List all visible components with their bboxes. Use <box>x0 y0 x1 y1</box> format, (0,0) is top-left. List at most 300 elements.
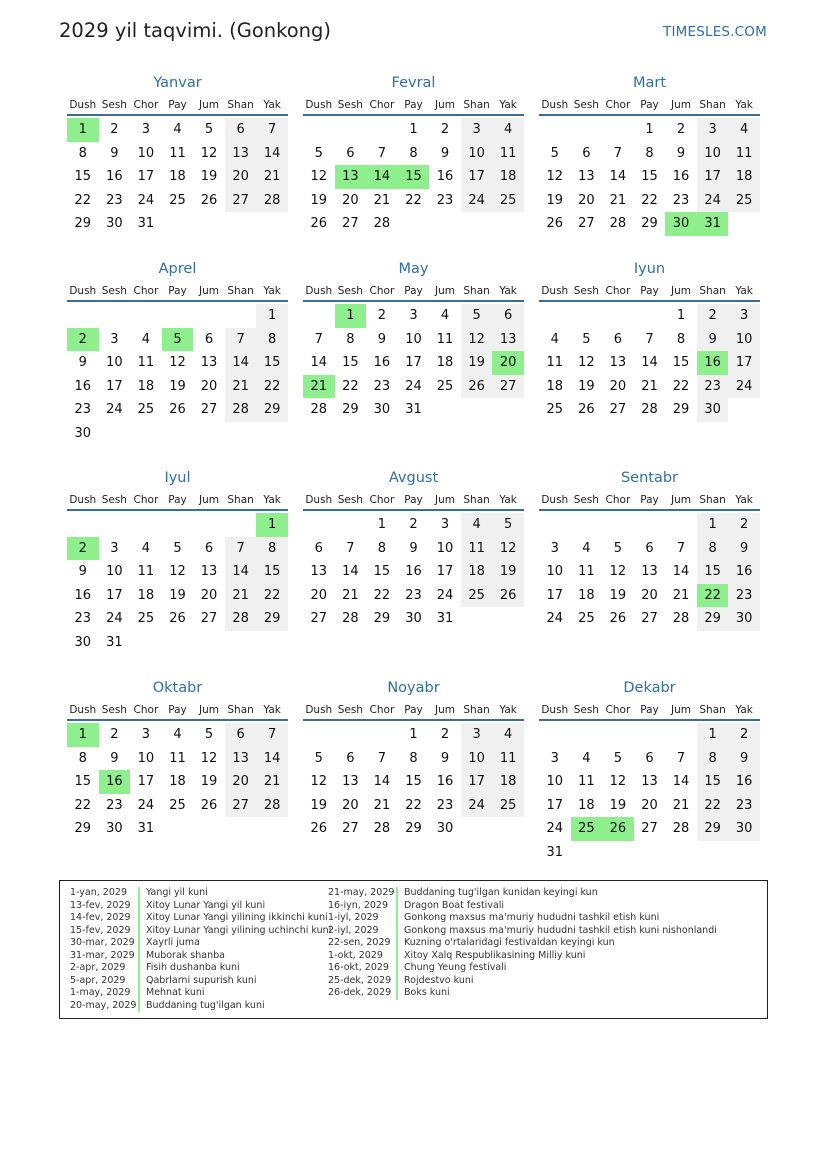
holiday-day-cell[interactable]: 2 <box>67 328 99 352</box>
day-cell[interactable]: 14 <box>225 351 257 375</box>
holiday-day-cell[interactable]: 20 <box>492 351 524 375</box>
day-cell[interactable]: 14 <box>672 564 690 579</box>
day-cell[interactable]: 24 <box>697 189 729 213</box>
day-cell[interactable]: 6 <box>492 304 524 328</box>
day-cell[interactable]: 18 <box>137 378 155 394</box>
day-cell[interactable]: 27 <box>225 794 257 818</box>
day-cell[interactable]: 9 <box>728 747 760 771</box>
day-cell[interactable]: 6 <box>582 145 591 161</box>
day-cell[interactable]: 1 <box>645 122 654 137</box>
day-cell[interactable]: 12 <box>546 169 564 184</box>
day-cell[interactable]: 26 <box>461 375 493 399</box>
day-cell[interactable]: 14 <box>256 747 288 771</box>
day-cell[interactable]: 15 <box>74 169 92 184</box>
day-cell[interactable]: 13 <box>200 564 218 579</box>
day-cell[interactable]: 7 <box>256 118 288 142</box>
day-cell[interactable]: 2 <box>728 513 760 537</box>
day-cell[interactable]: 2 <box>676 122 686 137</box>
day-cell[interactable]: 5 <box>461 304 493 328</box>
day-cell[interactable]: 2 <box>377 308 387 323</box>
day-cell[interactable]: 6 <box>346 750 355 766</box>
day-cell[interactable]: 10 <box>546 564 564 579</box>
day-cell[interactable]: 12 <box>169 564 186 579</box>
holiday-day-cell[interactable]: 1 <box>67 118 99 142</box>
day-cell[interactable]: 4 <box>582 750 591 766</box>
day-cell[interactable]: 24 <box>106 611 123 626</box>
day-cell[interactable]: 18 <box>728 165 760 189</box>
holiday-day-cell[interactable]: 22 <box>697 584 729 608</box>
day-cell[interactable]: 8 <box>409 145 418 161</box>
day-cell[interactable]: 7 <box>377 145 387 161</box>
day-cell[interactable]: 1 <box>697 723 729 747</box>
day-cell[interactable]: 10 <box>461 142 493 166</box>
day-cell[interactable]: 18 <box>461 560 493 584</box>
day-cell[interactable]: 12 <box>310 774 328 789</box>
day-cell[interactable]: 25 <box>578 611 595 626</box>
holiday-day-cell[interactable]: 21 <box>303 375 335 399</box>
day-cell[interactable]: 27 <box>641 821 658 836</box>
day-cell[interactable]: 21 <box>342 587 359 603</box>
day-cell[interactable]: 28 <box>609 216 627 231</box>
day-cell[interactable]: 25 <box>492 794 524 818</box>
day-cell[interactable]: 13 <box>225 142 257 166</box>
day-cell[interactable]: 14 <box>373 774 391 789</box>
day-cell[interactable]: 2 <box>409 517 418 532</box>
day-cell[interactable]: 21 <box>672 797 690 813</box>
brand-logo[interactable]: TIMESLES.COM <box>663 24 767 40</box>
holiday-day-cell[interactable]: 25 <box>571 817 603 841</box>
day-cell[interactable]: 29 <box>74 216 92 231</box>
day-cell[interactable]: 30 <box>106 216 123 231</box>
day-cell[interactable]: 11 <box>728 142 760 166</box>
day-cell[interactable]: 25 <box>492 189 524 213</box>
day-cell[interactable]: 7 <box>314 331 323 347</box>
day-cell[interactable]: 15 <box>641 169 658 184</box>
day-cell[interactable]: 21 <box>256 165 288 189</box>
day-cell[interactable]: 19 <box>609 797 627 813</box>
day-cell[interactable]: 22 <box>641 192 658 208</box>
day-cell[interactable]: 16 <box>405 564 422 579</box>
day-cell[interactable]: 4 <box>141 331 151 347</box>
day-cell[interactable]: 8 <box>256 328 288 352</box>
day-cell[interactable]: 20 <box>342 797 359 813</box>
day-cell[interactable]: 23 <box>74 611 92 626</box>
day-cell[interactable]: 25 <box>137 402 155 417</box>
day-cell[interactable]: 28 <box>256 794 288 818</box>
day-cell[interactable]: 9 <box>78 564 87 579</box>
day-cell[interactable]: 26 <box>310 821 328 836</box>
day-cell[interactable]: 10 <box>461 747 493 771</box>
day-cell[interactable]: 29 <box>697 817 729 841</box>
day-cell[interactable]: 5 <box>613 540 623 556</box>
day-cell[interactable]: 15 <box>697 770 729 794</box>
day-cell[interactable]: 13 <box>225 747 257 771</box>
day-cell[interactable]: 23 <box>672 192 690 208</box>
day-cell[interactable]: 24 <box>137 797 155 813</box>
day-cell[interactable]: 23 <box>74 402 92 417</box>
day-cell[interactable]: 20 <box>200 378 218 394</box>
day-cell[interactable]: 28 <box>310 402 328 417</box>
day-cell[interactable]: 20 <box>310 587 328 603</box>
day-cell[interactable]: 7 <box>225 328 257 352</box>
day-cell[interactable]: 17 <box>137 169 155 184</box>
day-cell[interactable]: 26 <box>169 611 186 626</box>
day-cell[interactable]: 14 <box>672 774 690 789</box>
day-cell[interactable]: 30 <box>405 611 422 626</box>
day-cell[interactable]: 1 <box>409 122 418 137</box>
day-cell[interactable]: 28 <box>672 821 690 836</box>
day-cell[interactable]: 30 <box>106 821 123 836</box>
day-cell[interactable]: 18 <box>137 587 155 603</box>
day-cell[interactable]: 13 <box>578 169 595 184</box>
day-cell[interactable]: 3 <box>409 308 418 323</box>
day-cell[interactable]: 4 <box>550 331 559 347</box>
day-cell[interactable]: 1 <box>409 727 418 742</box>
day-cell[interactable]: 23 <box>697 375 729 399</box>
holiday-day-cell[interactable]: 16 <box>99 770 131 794</box>
day-cell[interactable]: 22 <box>74 192 92 208</box>
day-cell[interactable]: 11 <box>461 537 493 561</box>
day-cell[interactable]: 11 <box>546 355 564 370</box>
day-cell[interactable]: 11 <box>578 564 595 579</box>
day-cell[interactable]: 4 <box>141 540 151 556</box>
day-cell[interactable]: 26 <box>546 216 564 231</box>
day-cell[interactable]: 30 <box>728 817 760 841</box>
day-cell[interactable]: 8 <box>676 331 686 347</box>
day-cell[interactable]: 8 <box>409 750 418 766</box>
day-cell[interactable]: 25 <box>728 189 760 213</box>
day-cell[interactable]: 19 <box>200 774 218 789</box>
day-cell[interactable]: 12 <box>492 537 524 561</box>
day-cell[interactable]: 22 <box>405 797 422 813</box>
day-cell[interactable]: 29 <box>697 607 729 631</box>
day-cell[interactable]: 19 <box>169 378 186 394</box>
day-cell[interactable]: 30 <box>373 402 391 417</box>
day-cell[interactable]: 23 <box>436 797 454 813</box>
day-cell[interactable]: 21 <box>641 378 658 394</box>
day-cell[interactable]: 9 <box>728 537 760 561</box>
day-cell[interactable]: 13 <box>342 774 359 789</box>
day-cell[interactable]: 24 <box>405 378 422 394</box>
day-cell[interactable]: 2 <box>440 727 450 742</box>
day-cell[interactable]: 8 <box>377 540 387 556</box>
day-cell[interactable]: 22 <box>74 797 92 813</box>
day-cell[interactable]: 30 <box>697 398 729 422</box>
day-cell[interactable]: 19 <box>169 587 186 603</box>
day-cell[interactable]: 15 <box>405 774 422 789</box>
day-cell[interactable]: 3 <box>110 540 119 556</box>
day-cell[interactable]: 12 <box>200 145 218 161</box>
day-cell[interactable]: 29 <box>256 398 288 422</box>
day-cell[interactable]: 21 <box>672 587 690 603</box>
day-cell[interactable]: 11 <box>578 774 595 789</box>
day-cell[interactable]: 25 <box>169 192 186 208</box>
day-cell[interactable]: 21 <box>256 770 288 794</box>
day-cell[interactable]: 8 <box>256 537 288 561</box>
day-cell[interactable]: 14 <box>342 564 359 579</box>
day-cell[interactable]: 3 <box>461 723 493 747</box>
day-cell[interactable]: 3 <box>461 118 493 142</box>
day-cell[interactable]: 9 <box>440 145 450 161</box>
day-cell[interactable]: 5 <box>492 513 524 537</box>
day-cell[interactable]: 9 <box>377 331 387 347</box>
day-cell[interactable]: 26 <box>200 797 218 813</box>
day-cell[interactable]: 10 <box>436 540 454 556</box>
day-cell[interactable]: 15 <box>672 355 690 370</box>
day-cell[interactable]: 4 <box>492 723 524 747</box>
day-cell[interactable]: 12 <box>578 355 595 370</box>
day-cell[interactable]: 19 <box>492 560 524 584</box>
day-cell[interactable]: 16 <box>728 560 760 584</box>
day-cell[interactable]: 5 <box>314 145 323 161</box>
day-cell[interactable]: 28 <box>641 402 658 417</box>
day-cell[interactable]: 20 <box>609 378 627 394</box>
day-cell[interactable]: 3 <box>728 304 760 328</box>
day-cell[interactable]: 4 <box>173 727 182 742</box>
day-cell[interactable]: 7 <box>225 537 257 561</box>
day-cell[interactable]: 24 <box>461 189 493 213</box>
day-cell[interactable]: 3 <box>110 331 119 347</box>
day-cell[interactable]: 24 <box>436 587 454 603</box>
day-cell[interactable]: 30 <box>436 821 454 836</box>
day-cell[interactable]: 15 <box>697 560 729 584</box>
day-cell[interactable]: 9 <box>78 355 87 370</box>
day-cell[interactable]: 20 <box>641 797 658 813</box>
holiday-day-cell[interactable]: 15 <box>398 165 430 189</box>
day-cell[interactable]: 7 <box>676 750 686 766</box>
day-cell[interactable]: 2 <box>440 122 450 137</box>
day-cell[interactable]: 11 <box>137 564 155 579</box>
day-cell[interactable]: 27 <box>310 611 328 626</box>
day-cell[interactable]: 12 <box>609 564 627 579</box>
day-cell[interactable]: 17 <box>137 774 155 789</box>
day-cell[interactable]: 24 <box>137 192 155 208</box>
day-cell[interactable]: 31 <box>137 216 155 231</box>
day-cell[interactable]: 16 <box>436 169 454 184</box>
day-cell[interactable]: 10 <box>546 774 564 789</box>
day-cell[interactable]: 19 <box>609 587 627 603</box>
day-cell[interactable]: 4 <box>582 540 591 556</box>
day-cell[interactable]: 23 <box>405 587 422 603</box>
day-cell[interactable]: 25 <box>546 402 564 417</box>
day-cell[interactable]: 5 <box>204 122 214 137</box>
day-cell[interactable]: 3 <box>141 122 151 137</box>
day-cell[interactable]: 18 <box>492 165 524 189</box>
day-cell[interactable]: 4 <box>728 118 760 142</box>
day-cell[interactable]: 23 <box>373 378 391 394</box>
day-cell[interactable]: 9 <box>409 540 418 556</box>
day-cell[interactable]: 19 <box>200 169 218 184</box>
day-cell[interactable]: 1 <box>256 304 288 328</box>
day-cell[interactable]: 18 <box>546 378 564 394</box>
day-cell[interactable]: 23 <box>106 797 123 813</box>
day-cell[interactable]: 24 <box>546 821 564 836</box>
day-cell[interactable]: 10 <box>728 328 760 352</box>
day-cell[interactable]: 9 <box>697 328 729 352</box>
day-cell[interactable]: 29 <box>373 611 391 626</box>
day-cell[interactable]: 27 <box>342 821 359 836</box>
day-cell[interactable]: 27 <box>200 611 218 626</box>
day-cell[interactable]: 18 <box>169 774 186 789</box>
holiday-day-cell[interactable]: 13 <box>335 165 367 189</box>
day-cell[interactable]: 1 <box>676 308 686 323</box>
day-cell[interactable]: 6 <box>204 540 214 556</box>
day-cell[interactable]: 17 <box>697 165 729 189</box>
day-cell[interactable]: 1 <box>377 517 387 532</box>
holiday-day-cell[interactable]: 1 <box>256 513 288 537</box>
day-cell[interactable]: 29 <box>74 821 92 836</box>
day-cell[interactable]: 11 <box>169 750 186 766</box>
day-cell[interactable]: 29 <box>641 216 658 231</box>
holiday-day-cell[interactable]: 16 <box>697 351 729 375</box>
day-cell[interactable]: 28 <box>373 216 391 231</box>
day-cell[interactable]: 22 <box>405 192 422 208</box>
day-cell[interactable]: 9 <box>440 750 450 766</box>
day-cell[interactable]: 19 <box>578 378 595 394</box>
day-cell[interactable]: 28 <box>225 607 257 631</box>
day-cell[interactable]: 20 <box>200 587 218 603</box>
day-cell[interactable]: 5 <box>204 727 214 742</box>
day-cell[interactable]: 18 <box>169 169 186 184</box>
day-cell[interactable]: 13 <box>641 564 658 579</box>
holiday-day-cell[interactable]: 5 <box>162 328 194 352</box>
day-cell[interactable]: 12 <box>461 328 493 352</box>
day-cell[interactable]: 20 <box>225 770 257 794</box>
day-cell[interactable]: 8 <box>697 537 729 561</box>
day-cell[interactable]: 27 <box>342 216 359 231</box>
day-cell[interactable]: 25 <box>169 797 186 813</box>
day-cell[interactable]: 6 <box>204 331 214 347</box>
day-cell[interactable]: 2 <box>697 304 729 328</box>
day-cell[interactable]: 15 <box>256 560 288 584</box>
day-cell[interactable]: 14 <box>641 355 658 370</box>
day-cell[interactable]: 21 <box>373 797 391 813</box>
day-cell[interactable]: 17 <box>436 564 454 579</box>
day-cell[interactable]: 20 <box>342 192 359 208</box>
day-cell[interactable]: 6 <box>645 540 654 556</box>
day-cell[interactable]: 15 <box>74 774 92 789</box>
holiday-day-cell[interactable]: 2 <box>67 537 99 561</box>
day-cell[interactable]: 22 <box>697 794 729 818</box>
day-cell[interactable]: 16 <box>106 169 123 184</box>
day-cell[interactable]: 6 <box>225 723 257 747</box>
day-cell[interactable]: 30 <box>728 607 760 631</box>
day-cell[interactable]: 16 <box>74 378 92 394</box>
day-cell[interactable]: 17 <box>461 770 493 794</box>
day-cell[interactable]: 26 <box>492 584 524 608</box>
day-cell[interactable]: 27 <box>609 402 627 417</box>
day-cell[interactable]: 20 <box>641 587 658 603</box>
day-cell[interactable]: 13 <box>609 355 627 370</box>
day-cell[interactable]: 31 <box>546 844 564 860</box>
day-cell[interactable]: 10 <box>106 355 123 370</box>
day-cell[interactable]: 23 <box>728 584 760 608</box>
day-cell[interactable]: 3 <box>141 727 151 742</box>
day-cell[interactable]: 3 <box>440 517 450 532</box>
day-cell[interactable]: 19 <box>310 192 328 208</box>
day-cell[interactable]: 31 <box>405 402 422 417</box>
day-cell[interactable]: 31 <box>106 634 123 650</box>
day-cell[interactable]: 17 <box>405 355 422 370</box>
day-cell[interactable]: 8 <box>78 750 87 766</box>
day-cell[interactable]: 23 <box>728 794 760 818</box>
day-cell[interactable]: 10 <box>106 564 123 579</box>
holiday-day-cell[interactable]: 26 <box>602 817 634 841</box>
day-cell[interactable]: 23 <box>106 192 123 208</box>
day-cell[interactable]: 14 <box>609 169 627 184</box>
day-cell[interactable]: 26 <box>578 402 595 417</box>
day-cell[interactable]: 3 <box>550 540 559 556</box>
day-cell[interactable]: 7 <box>645 331 654 347</box>
day-cell[interactable]: 27 <box>225 189 257 213</box>
day-cell[interactable]: 2 <box>110 727 119 742</box>
day-cell[interactable]: 13 <box>492 328 524 352</box>
day-cell[interactable]: 25 <box>436 378 454 394</box>
day-cell[interactable]: 24 <box>728 375 760 399</box>
day-cell[interactable]: 29 <box>672 402 690 417</box>
day-cell[interactable]: 24 <box>106 402 123 417</box>
day-cell[interactable]: 17 <box>461 165 493 189</box>
day-cell[interactable]: 30 <box>74 634 92 650</box>
day-cell[interactable]: 9 <box>676 145 686 161</box>
day-cell[interactable]: 21 <box>609 192 627 208</box>
day-cell[interactable]: 27 <box>578 216 595 231</box>
day-cell[interactable]: 11 <box>492 142 524 166</box>
day-cell[interactable]: 22 <box>373 587 391 603</box>
day-cell[interactable]: 10 <box>137 145 155 161</box>
day-cell[interactable]: 15 <box>256 351 288 375</box>
day-cell[interactable]: 3 <box>550 750 559 766</box>
day-cell[interactable]: 5 <box>550 145 559 161</box>
day-cell[interactable]: 8 <box>645 145 654 161</box>
day-cell[interactable]: 17 <box>728 351 760 375</box>
day-cell[interactable]: 18 <box>436 355 454 370</box>
day-cell[interactable]: 16 <box>74 587 92 603</box>
day-cell[interactable]: 10 <box>697 142 729 166</box>
day-cell[interactable]: 12 <box>609 774 627 789</box>
day-cell[interactable]: 12 <box>310 169 328 184</box>
day-cell[interactable]: 7 <box>613 145 623 161</box>
holiday-day-cell[interactable]: 14 <box>366 165 398 189</box>
day-cell[interactable]: 26 <box>310 216 328 231</box>
day-cell[interactable]: 24 <box>546 611 564 626</box>
day-cell[interactable]: 20 <box>578 192 595 208</box>
day-cell[interactable]: 15 <box>373 564 391 579</box>
day-cell[interactable]: 28 <box>256 189 288 213</box>
day-cell[interactable]: 6 <box>645 750 654 766</box>
day-cell[interactable]: 6 <box>346 145 355 161</box>
day-cell[interactable]: 8 <box>78 145 87 161</box>
day-cell[interactable]: 27 <box>200 402 218 417</box>
day-cell[interactable]: 8 <box>346 331 355 347</box>
day-cell[interactable]: 4 <box>461 513 493 537</box>
day-cell[interactable]: 29 <box>256 607 288 631</box>
day-cell[interactable]: 13 <box>200 355 218 370</box>
day-cell[interactable]: 21 <box>225 584 257 608</box>
day-cell[interactable]: 10 <box>137 750 155 766</box>
day-cell[interactable]: 21 <box>373 192 391 208</box>
day-cell[interactable]: 5 <box>173 540 182 556</box>
day-cell[interactable]: 28 <box>342 611 359 626</box>
day-cell[interactable]: 11 <box>137 355 155 370</box>
day-cell[interactable]: 25 <box>461 584 493 608</box>
day-cell[interactable]: 9 <box>110 750 119 766</box>
day-cell[interactable]: 1 <box>697 513 729 537</box>
day-cell[interactable]: 12 <box>169 355 186 370</box>
day-cell[interactable]: 17 <box>546 587 564 603</box>
day-cell[interactable]: 27 <box>641 611 658 626</box>
day-cell[interactable]: 21 <box>225 375 257 399</box>
